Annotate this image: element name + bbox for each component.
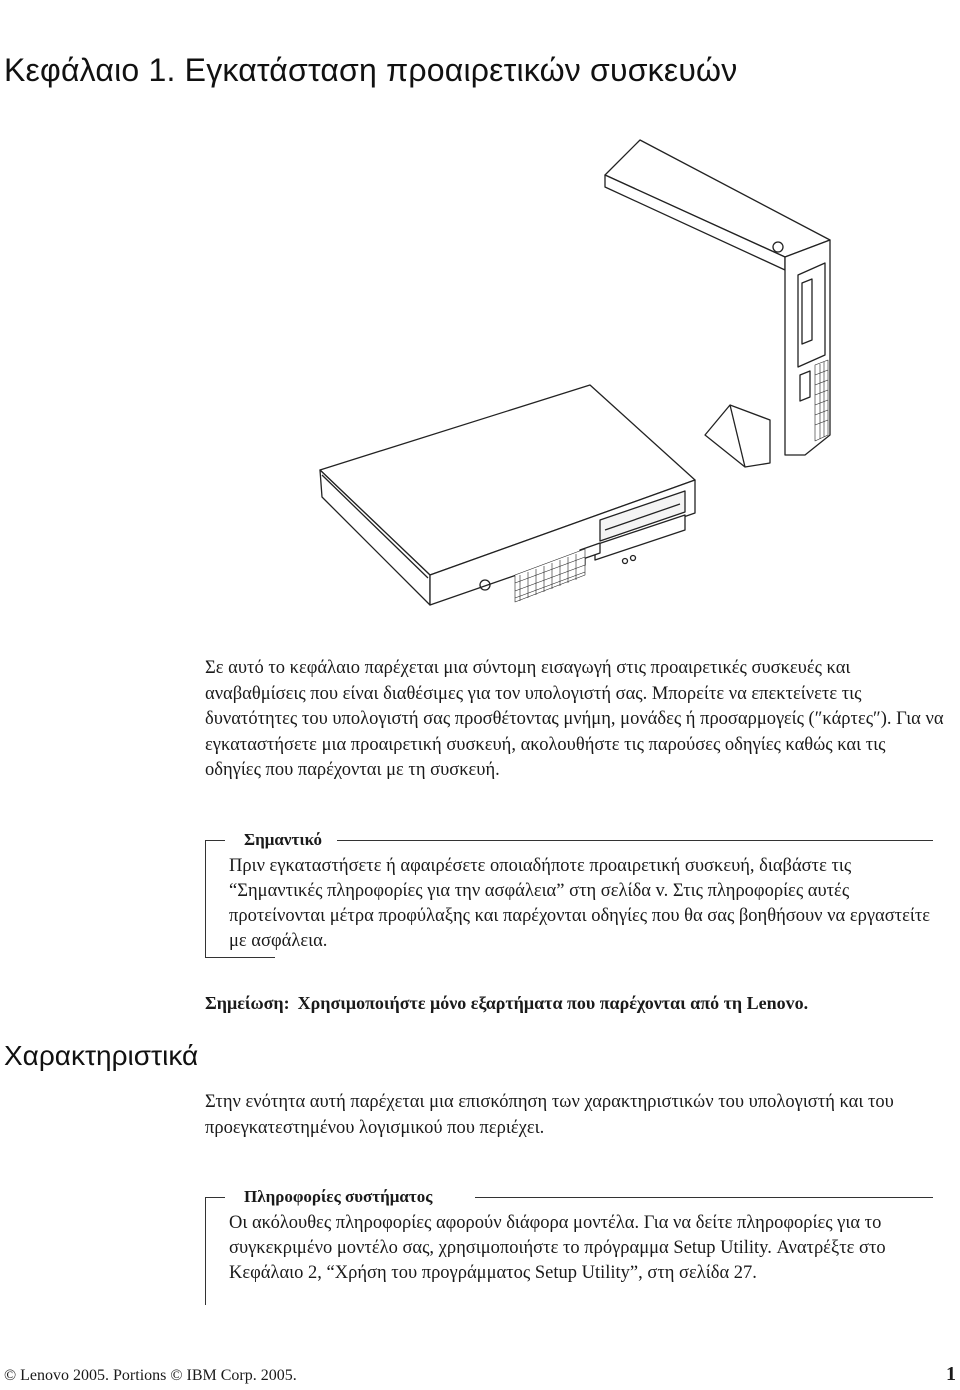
box-side-rule	[205, 1197, 206, 1305]
system-info-text: Οι ακόλουθες πληροφορίες αφορούν διάφορα μοντέλα. Για να δείτε πληροφορίες για το συγκεκριμένο μοντέλο σας, χρησιμοποιήστε το πρόγραμμα Setup Utility. Ανατρέξτε στο Κεφάλαιο 2, “Χρήση του προγράμματος Setup Utility”, στη σελίδα 27.	[229, 1213, 886, 1283]
computer-illustration	[300, 135, 860, 655]
page-number: 1	[946, 1363, 956, 1385]
desktop-computer-horizontal	[320, 385, 695, 605]
important-title: Σημαντικό	[240, 828, 326, 852]
copyright-notice: © Lenovo 2005. Portions © IBM Corp. 2005.	[4, 1367, 297, 1384]
box-rule	[475, 1197, 933, 1198]
desktop-computer-vertical	[605, 140, 830, 467]
system-info-title: Πληροφορίες συστήματος	[240, 1185, 436, 1209]
important-text: Πριν εγκαταστήσετε ή αφαιρέσετε οποιαδήποτε προαιρετική συσκευή, διαβάστε τις “Σημαντικές πληροφορίες για την ασφάλεια” στη σελίδα v. Στις πληροφορίες αυτές προτείνονται μέτρα προφύλαξης και παρέχονται οδηγίες που θα σας βοηθήσουν να εργαστείτε με ασφάλεια.	[229, 856, 931, 951]
page-footer	[4, 1365, 956, 1389]
features-intro-paragraph: Στην ενότητα αυτή παρέχεται μια επισκόπηση των χαρακτηριστικών του υπολογιστή και του προεγκατεστημένου λογισμικού που περιέχει.	[205, 1092, 894, 1138]
features-section-title: Χαρακτηριστικά	[4, 1040, 199, 1071]
note	[205, 993, 808, 1014]
chapter-title: Κεφάλαιο 1. Εγκατάσταση προαιρετικών συσκευών	[4, 52, 738, 88]
system-info-box	[205, 1185, 933, 1305]
important-notice-box	[205, 828, 933, 958]
box-rule	[205, 1197, 225, 1198]
note-label: Σημείωση:	[205, 993, 290, 1013]
box-side-rule	[205, 840, 206, 958]
intro-paragraph: Σε αυτό το κεφάλαιο παρέχεται μια σύντομη εισαγωγή στις προαιρετικές συσκευές και αναβαθμίσεις που είναι διαθέσιμες για τον υπολογιστή σας. Μπορείτε να επεκτείνετε τις δυνατότητες του υπολογιστή σας προσθέτοντας μνήμη, μονάδες ή προσαρμογείς (″κάρτες″). Για να εγκαταστήσετε μια προαιρετική συσκευή, ακολουθήστε τις παρούσες οδηγίες καθώς και τις οδηγίες που παρέχονται με τη συσκευή.	[205, 658, 944, 780]
box-rule	[205, 840, 225, 841]
box-rule	[337, 840, 933, 841]
note-text: Χρησιμοποιήστε μόνο εξαρτήματα που παρέχονται από τη Lenovo.	[297, 993, 809, 1013]
box-bottom-rule	[205, 957, 275, 958]
